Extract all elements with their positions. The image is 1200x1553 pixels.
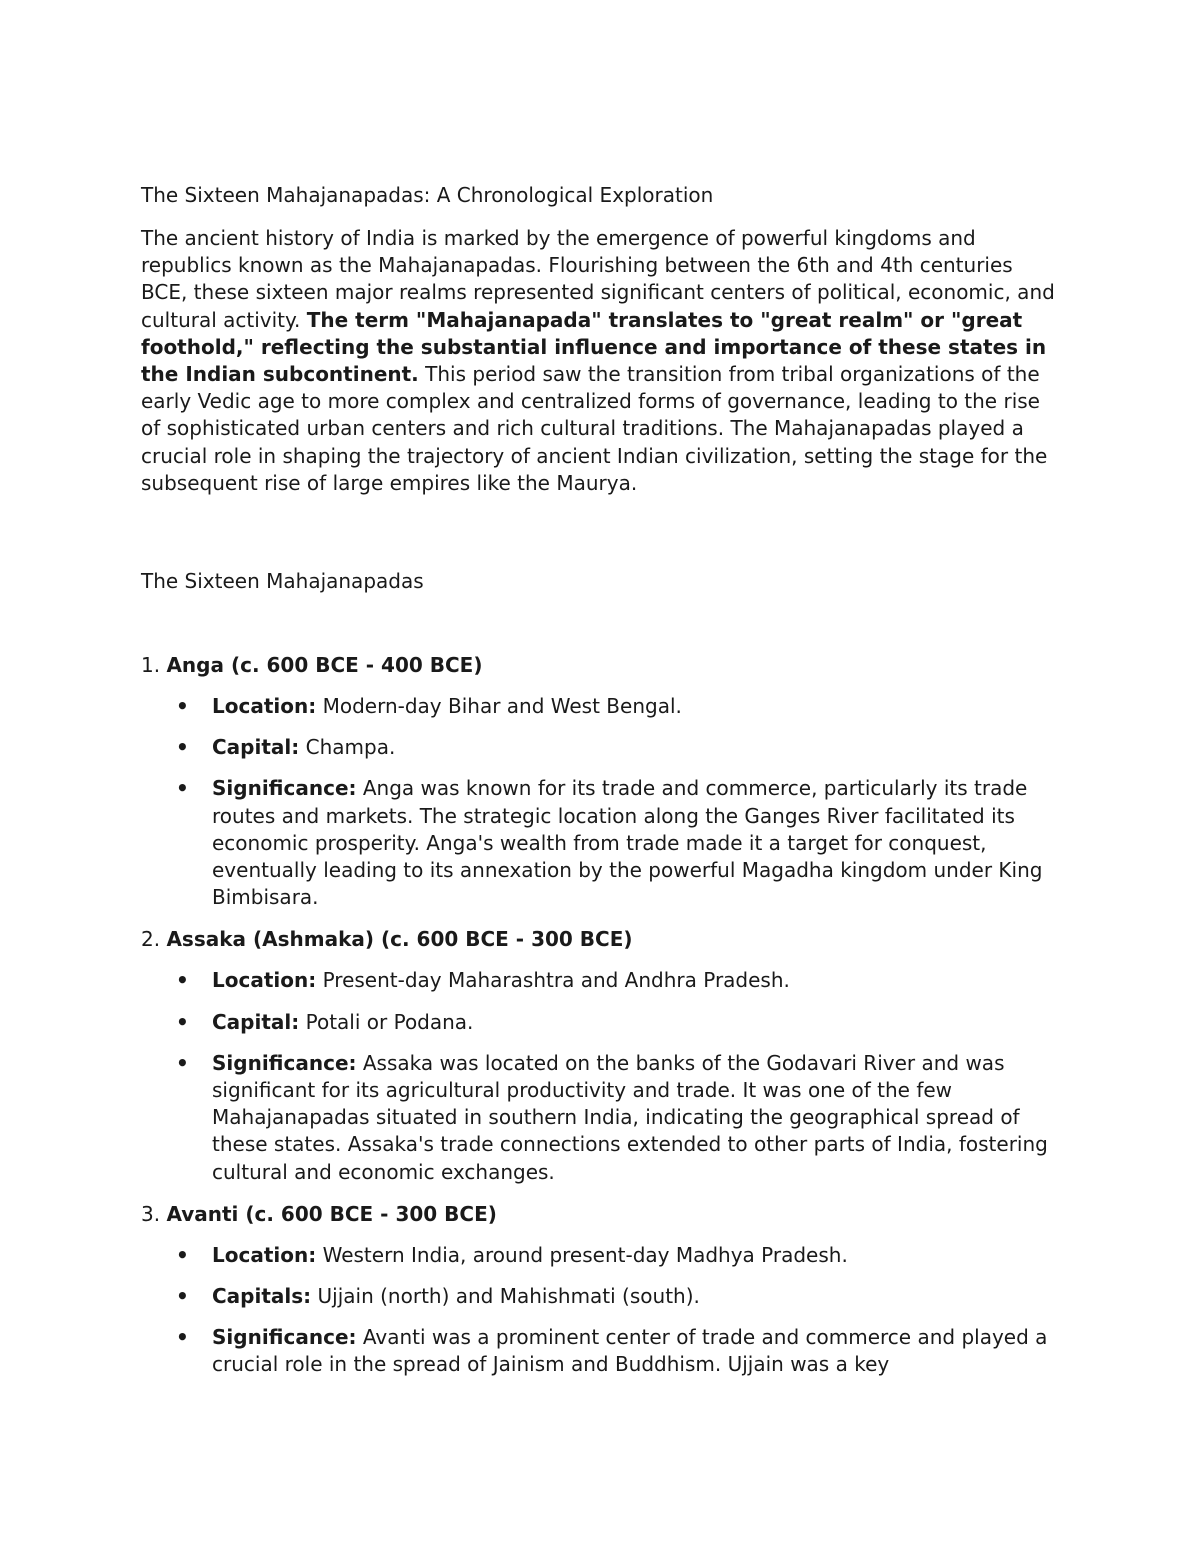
realm-detail-location <box>141 967 1061 994</box>
detail-text: Anga was known for its trade and commerce, particularly its trade routes and markets. The strategic location along the Ganges River facilitated its economic prosperity. Anga's wealth from trade made it a target for conquest, eventually leading to its annexation by the powerful Magadha kingdom under King Bimbisara. <box>212 776 1043 910</box>
detail-text: Potali or Podana. <box>299 1009 474 1034</box>
detail-label: Capitals: <box>212 1284 312 1309</box>
detail-text: Champa. <box>299 735 396 760</box>
detail-label: Significance: <box>212 1325 357 1350</box>
document-page <box>141 181 1061 1379</box>
realm-heading <box>141 651 1061 679</box>
detail-label: Location: <box>212 968 317 993</box>
detail-text: Western India, around present-day Madhya Pradesh. <box>316 1242 848 1267</box>
realm-item <box>141 1200 1061 1379</box>
detail-text: Assaka was located on the banks of the Godavari River and was significant for its agricultural productivity and trade. It was one of the few Mahajanapadas situated in southern India, indicating the geographical spread of these states. Assaka's trade connections extended to other parts of India, fostering cultural and economic exchanges. <box>212 1050 1048 1184</box>
realm-number: 3. <box>141 1201 167 1226</box>
detail-label: Capital: <box>212 735 300 760</box>
detail-text: Ujjain (north) and Mahishmati (south). <box>311 1284 700 1309</box>
detail-label: Significance: <box>212 1050 357 1075</box>
detail-label: Location: <box>212 1242 317 1267</box>
intro-text-2: This period saw the transition from tribal organizations of the early Vedic age to more complex and centralized forms of governance, leading to the rise of sophisticated urban centers and rich cultural traditions. The Mahajanapadas played a crucial role in shaping the trajectory of ancient Indian civilization, setting the stage for the subsequent rise of large empires like the Maurya. <box>141 362 1048 495</box>
realm-details-list <box>141 693 1061 911</box>
document-title: The Sixteen Mahajanapadas: A Chronological Exploration <box>141 183 714 207</box>
realm-detail-capital <box>141 734 1061 761</box>
realm-name: Anga (c. 600 BCE - 400 BCE) <box>166 653 483 678</box>
realm-details-list <box>141 967 1061 1185</box>
realm-details-list <box>141 1242 1061 1379</box>
realm-detail-location <box>141 693 1061 720</box>
realm-item <box>141 925 1061 1185</box>
bullet-icon: • <box>176 1325 189 1350</box>
realm-number: 1. <box>141 653 167 678</box>
detail-label: Significance: <box>212 776 357 801</box>
detail-label: Capital: <box>212 1009 300 1034</box>
bullet-icon: • <box>176 1284 189 1309</box>
detail-label: Location: <box>212 694 317 719</box>
realm-detail-significance <box>141 775 1061 911</box>
bullet-icon: • <box>176 1050 189 1075</box>
detail-text: Avanti was a prominent center of trade and commerce and played a crucial role in the spread of Jainism and Buddhism. Ujjain was a key <box>212 1325 1048 1377</box>
realm-number: 2. <box>141 927 167 952</box>
realm-item <box>141 651 1061 911</box>
realm-name: Assaka (Ashmaka) (c. 600 BCE - 300 BCE) <box>166 927 633 952</box>
detail-text: Present-day Maharashtra and Andhra Pradesh. <box>316 968 790 993</box>
bullet-icon: • <box>176 694 189 719</box>
section-title: The Sixteen Mahajanapadas <box>141 569 424 594</box>
intro-paragraph <box>141 225 1061 497</box>
bullet-icon: • <box>176 968 189 993</box>
realm-detail-capital <box>141 1283 1061 1310</box>
realm-detail-location <box>141 1242 1061 1269</box>
realm-name: Avanti (c. 600 BCE - 300 BCE) <box>166 1201 497 1226</box>
bullet-icon: • <box>176 1242 189 1267</box>
bullet-icon: • <box>176 735 189 760</box>
detail-text: Modern-day Bihar and West Bengal. <box>316 694 682 719</box>
realm-detail-significance <box>141 1050 1061 1186</box>
intro-bold-text: The term "Mahajanapada" translates to "great realm" or "great foothold," reflecting the substantial influence and importance of these states in the Indian subcontinent. <box>141 307 1047 387</box>
realm-detail-significance <box>141 1324 1061 1378</box>
intro-text-1: The ancient history of India is marked by the emergence of powerful kingdoms and republics known as the Mahajanapadas. Flourishing between the 6th and 4th centuries BCE, these sixteen major realms represented significant centers of political, economic, and cultural activity. <box>141 226 1055 332</box>
bullet-icon: • <box>176 776 189 801</box>
realm-heading <box>141 1200 1061 1228</box>
realm-detail-capital <box>141 1009 1061 1036</box>
realm-heading <box>141 925 1061 953</box>
bullet-icon: • <box>176 1009 189 1034</box>
